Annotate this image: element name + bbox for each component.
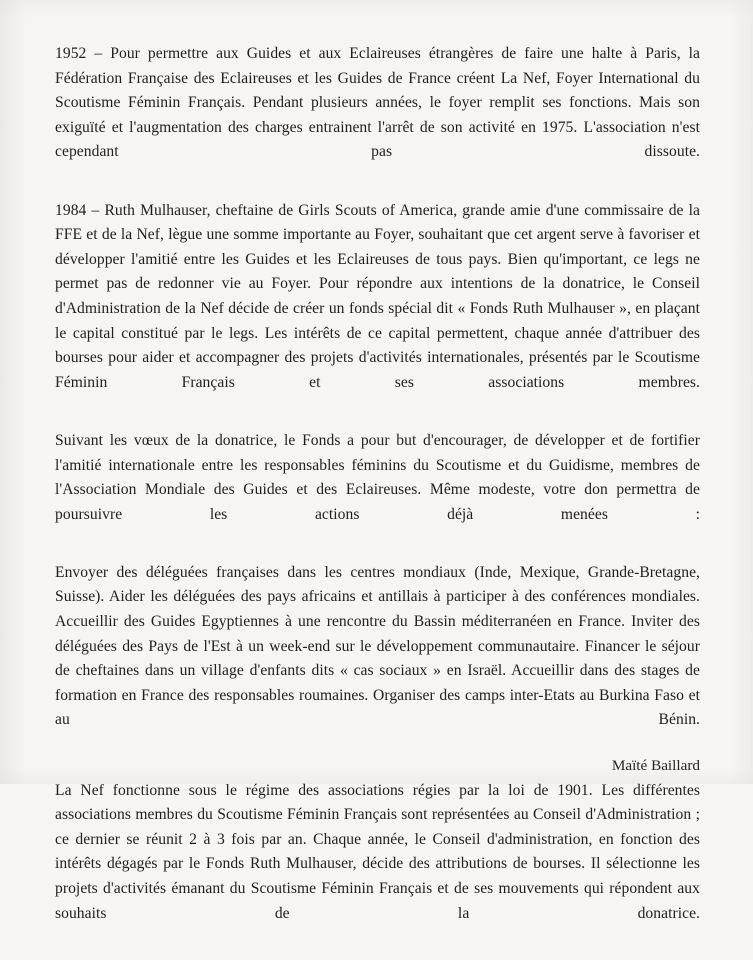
paragraph-1952: 1952 – Pour permettre aux Guides et aux Eclaireuses étrangères de faire une halte à Paris, la Fédération Française des Eclaireuses et les Guides de France créent La Nef, Foyer International du Scoutisme Féminin Français. Pendant plusieurs années, le foyer remplit ses fonctions. Mais son exiguïté et l'augmentation des charges entrainent l'arrêt de son activité en 1975. L'association n'est cependant pas dissoute.	[55, 45, 700, 161]
paragraph-fonctionnement: La Nef fonctionne sous le régime des associations régies par la loi de 1901. Les différentes associations membres du Scoutisme Féminin Français sont représentées au Conseil d'Administration ; ce dernier se réunit 2 à 3 fois par an. Chaque année, le Conseil d'administration, en fonction des intérêts dégagés par le Fonds Ruth Mulhauser, décide des attributions de bourses. Il sélectionne les projets d'activités émanant du Scoutisme Féminin Français et de ses mouvements qui répondent aux souhaits de la donatrice.	[55, 781, 700, 922]
paragraph-actions: Envoyer des déléguées françaises dans les centres mondiaux (Inde, Mexique, Grande-Bretagne, Suisse). Aider les déléguées des pays africains et antillais à participer à des conférences mondiales. Accueillir des Guides Egyptiennes à une rencontre du Bassin méditerranéen en France. Inviter des déléguées des Pays de l'Est à un week-end sur le développement communautaire. Financer le séjour de cheftaines dans un village d'enfants dits « cas sociaux » en Israël. Accueillir dans des stages de formation en France des responsables roumaines. Organiser des camps inter-Etats au Burkina Faso et au Bénin.	[55, 563, 700, 729]
paragraph-but-du-fonds: Suivant les vœux de la donatrice, le Fonds a pour but d'encourager, de développer et de fortifier l'amitié internationale entre les responsables féminins du Scoutisme et du Guidisme, membres de l'Association Mondiale des Guides et des Eclaireuses. Même modeste, votre don permettra de poursuivre les actions déjà menées :	[55, 431, 700, 523]
paragraph-1984: 1984 – Ruth Mulhauser, cheftaine de Girls Scouts of America, grande amie d'une commissaire de la FFE et de la Nef, lègue une somme importante au Foyer, souhaitant que cet argent serve à favoriser et développer l'amitié entre les Guides et les Eclaireuses de tous pays. Bien qu'important, ce legs ne permet pas de redonner vie au Foyer. Pour répondre aux intentions de la donatrice, le Conseil d'Administration de la Nef décide de créer un fonds spécial dit « Fonds Ruth Mulhauser », en plaçant le capital constitué par le legs. Les intérêts de ce capital permettent, chaque année d'attribuer des bourses pour aider et accompagner des projets d'activités internationales, présentés par le Scoutisme Féminin Français et ses associations membres.	[55, 201, 700, 391]
signature-author: Maïté Baillard	[611, 757, 700, 774]
document-text-column	[55, 42, 700, 960]
